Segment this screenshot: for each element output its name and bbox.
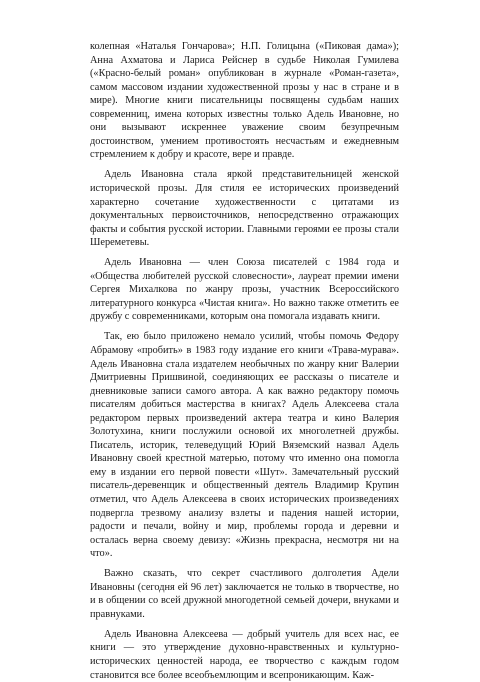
paragraph: Адель Ивановна — член Союза писателей с 1984 года и «Общества любителей русской словесности», лауреат премии имени Сергея Михалкова по жанру прозы, участник Всероссийского литературного конкурса «Чистая книга». Но важно также отметить ее дружбу с современниками, которым она помогала издавать книги. [90, 257, 399, 323]
paragraph: Адель Ивановна стала яркой представительницей женской исторической прозы. Для стиля ее исторических произведений характерно сочетание художественности с цитатами из документальных первоисточников, непосредственно отражающих факты и события русской истории. Главными героями ее прозы стали Шереметевы. [90, 169, 399, 249]
paragraph: Так, ею было приложено немало усилий, чтобы помочь Федору Абрамову «пробить» в 1983 году издание его книги «Трава-мурава». Адель Ивановна стала издателем необычных по жанру книг Валерии Дмитриевны Пришвиной, соединяющих ее рассказы о писателе и дневниковые записи самого автора. А как важно редактору помочь писателям добиться мастерства в книгах? Адель Алексеева стала редактором первых произведений актера театра и кино Валерия Золотухина, книги послужили основой их многолетней дружбы. Писатель, историк, телеведущий Юрий Вяземский назвал Адель Ивановну своей крестной матерью, потому что именно она помогла ему в издании его первой повести «Шут». Замечательный русский писатель-деревенщик и общественный деятель Владимир Крупин отметил, что Адель Алексеева в своих исторических произведениях подвергла трезвому анализу взлеты и падения нашей истории, радости и печали, войну и мир, проблемы города и деревни и осталась верна своему девизу: «Жизнь прекрасна, несмотря ни на что». [90, 331, 399, 560]
paragraph-continuation: колепная «Наталья Гончарова»; Н.П. Голицына («Пиковая дама»); Анна Ахматова и Лариса Рейснер в судьбе Николая Гумилева («Красно-белый роман» опубликован в журнале «Роман-газета», самом массовом издании художественной прозы у нас в стране и в мире). Многие книги писательницы посвящены судьбам наших современниц, имена которых известны только Адель Ивановне, но они вызывают искреннее уважение своим безупречным достоинством, умением противостоять несчастьям и ежедневным стремлением к добру и красоте, вере и правде. [90, 41, 399, 161]
document-page [90, 40, 399, 682]
paragraph: Важно сказать, что секрет счастливого долголетия Адели Ивановны (сегодня ей 96 лет) заключается не только в творчестве, но и в общении со всей дружной многодетной семьей дочери, внуками и правнуками. [90, 568, 399, 620]
paragraph: Адель Ивановна Алексеева — добрый учитель для всех нас, ее книги — это утверждение духовно-нравственных и культурно-исторических ценностей народа, ее творчество с каждым годом становится все более всеобъемлющим и всепроникающим. Каж- [90, 628, 399, 681]
